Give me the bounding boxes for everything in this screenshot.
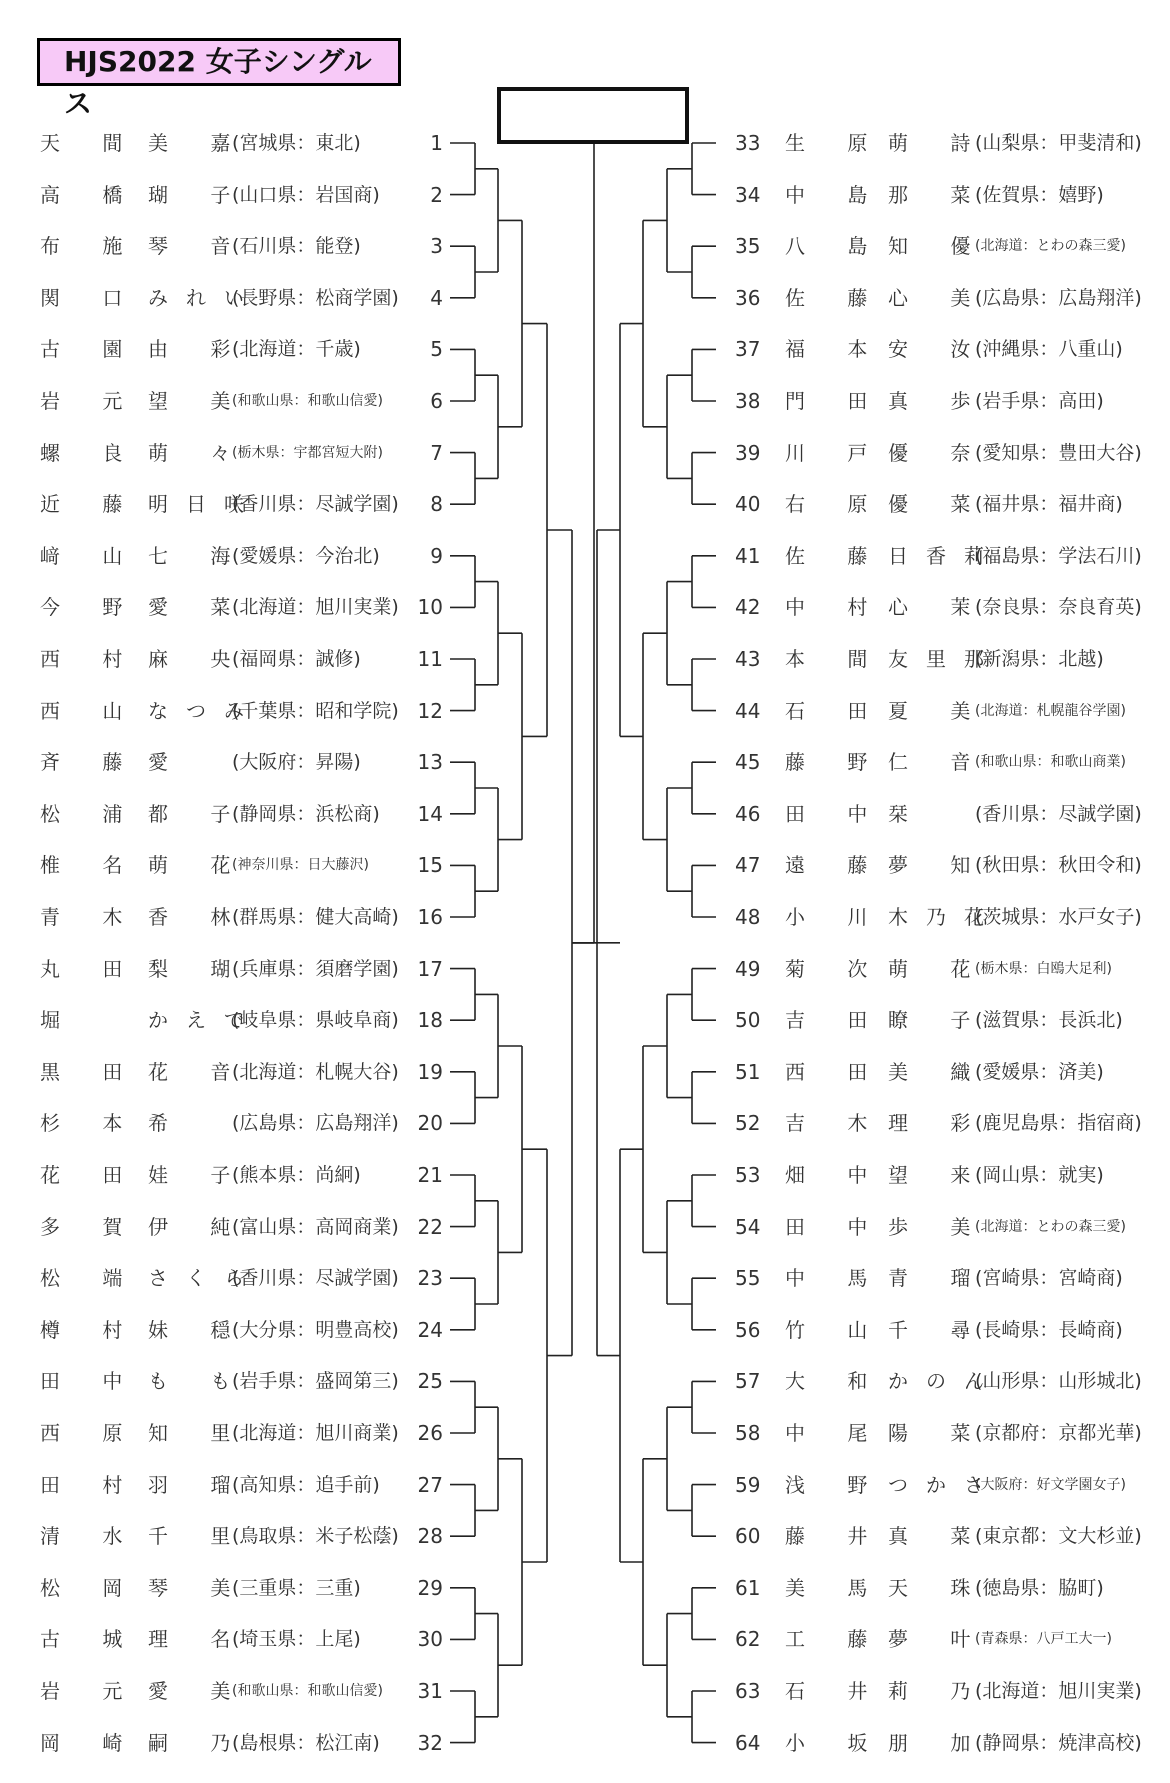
player-last-name: 田 中 bbox=[785, 1214, 886, 1239]
player-first-name: みれい bbox=[148, 285, 262, 310]
draw-number: 4 bbox=[430, 285, 443, 310]
player-school: (香川県：尽誠学園) bbox=[232, 493, 399, 516]
player-first-name: 美 嘉 bbox=[148, 131, 249, 155]
player-last-name: 多 賀 bbox=[40, 1214, 141, 1239]
player-school: (佐賀県：嬉野) bbox=[975, 183, 1104, 206]
player-last-name: 田 中 bbox=[40, 1369, 141, 1394]
draw-number: 34 bbox=[735, 182, 761, 207]
player-school: (長野県：松商学園) bbox=[232, 286, 399, 309]
player-first-name: 梨 瑚 bbox=[148, 956, 249, 981]
right-player-row bbox=[0, 1516, 1170, 1556]
draw-number: 8 bbox=[430, 492, 443, 517]
player-first-name: 真 菜 bbox=[888, 1524, 989, 1549]
right-player-row bbox=[0, 1568, 1170, 1608]
player-first-name: 香 林 bbox=[148, 905, 249, 929]
right-player-row bbox=[0, 226, 1170, 266]
right-player-row bbox=[0, 536, 1170, 576]
player-school: (石川県：能登) bbox=[232, 235, 361, 258]
draw-number: 5 bbox=[430, 337, 443, 362]
player-school: (大阪府：昇陽) bbox=[232, 751, 361, 774]
player-school: (茨城県：水戸女子) bbox=[975, 906, 1142, 928]
player-last-name: 竹 山 bbox=[785, 1317, 886, 1342]
draw-number: 6 bbox=[430, 389, 443, 413]
player-last-name: 松 浦 bbox=[40, 801, 141, 826]
player-school: (香川県：尽誠学園) bbox=[975, 802, 1142, 825]
right-player-row bbox=[0, 1671, 1170, 1711]
draw-number: 60 bbox=[735, 1524, 761, 1549]
right-player-row bbox=[0, 123, 1170, 163]
draw-number: 21 bbox=[417, 1163, 443, 1187]
player-school: (北海道：旭川実業) bbox=[232, 596, 399, 619]
draw-number: 53 bbox=[735, 1163, 761, 1187]
player-school: (愛媛県：今治北) bbox=[232, 544, 380, 567]
draw-number: 29 bbox=[417, 1575, 443, 1600]
player-first-name: 瑚 子 bbox=[148, 182, 249, 207]
player-first-name: 安 汝 bbox=[888, 337, 989, 362]
right-player-row bbox=[0, 845, 1170, 885]
player-first-name: 夢 知 bbox=[888, 853, 989, 878]
player-first-name: 知 里 bbox=[148, 1421, 249, 1445]
player-last-name: 八 島 bbox=[785, 234, 886, 259]
player-school: (愛知県：豊田大谷) bbox=[975, 441, 1142, 464]
player-first-name: 歩 美 bbox=[888, 1214, 989, 1239]
right-player-row bbox=[0, 1413, 1170, 1453]
draw-number: 63 bbox=[735, 1679, 761, 1703]
draw-number: 25 bbox=[417, 1369, 443, 1394]
draw-number: 40 bbox=[735, 492, 761, 517]
draw-number: 7 bbox=[430, 440, 443, 465]
player-last-name: 福 本 bbox=[785, 337, 886, 362]
player-first-name: 心 茉 bbox=[888, 595, 989, 620]
player-first-name: 日香莉 bbox=[888, 543, 1002, 568]
player-last-name: 花 田 bbox=[40, 1163, 141, 1187]
player-school: (沖縄県：八重山) bbox=[975, 338, 1123, 361]
player-last-name: 生 原 bbox=[785, 131, 886, 155]
player-first-name: 由 彩 bbox=[148, 337, 249, 362]
player-first-name: かのん bbox=[888, 1369, 1002, 1394]
player-first-name: も も bbox=[148, 1369, 249, 1394]
player-school: (北海道：札幌大谷) bbox=[232, 1060, 399, 1083]
player-school: (大分県：明豊高校) bbox=[232, 1318, 399, 1341]
draw-number: 48 bbox=[735, 905, 761, 929]
player-school: (神奈川県：日大藤沢) bbox=[232, 857, 369, 874]
right-player-row bbox=[0, 949, 1170, 989]
player-first-name: 青 瑠 bbox=[888, 1266, 989, 1291]
draw-number: 57 bbox=[735, 1369, 761, 1394]
right-player-row bbox=[0, 691, 1170, 731]
player-first-name: 花 音 bbox=[148, 1059, 249, 1084]
player-last-name: 畑 中 bbox=[785, 1163, 886, 1187]
player-first-name: 莉 乃 bbox=[888, 1679, 989, 1703]
player-last-name: 美 馬 bbox=[785, 1575, 886, 1600]
draw-number: 59 bbox=[735, 1472, 761, 1497]
tournament-title: HJS2022 女子シングルス bbox=[37, 38, 401, 86]
player-first-name: かえで bbox=[148, 1008, 262, 1033]
player-last-name: 今 野 bbox=[40, 595, 141, 620]
player-last-name: 西 村 bbox=[40, 647, 141, 671]
draw-number: 64 bbox=[735, 1730, 761, 1755]
player-last-name: 吉 木 bbox=[785, 1111, 886, 1136]
draw-number: 3 bbox=[430, 234, 443, 259]
player-school: (岩手県：高田) bbox=[975, 390, 1104, 412]
right-player-row bbox=[0, 175, 1170, 215]
player-school: (和歌山県：和歌山信愛) bbox=[232, 393, 383, 409]
player-school: (宮城県：東北) bbox=[232, 132, 361, 154]
player-last-name: 近 藤 bbox=[40, 492, 141, 517]
player-last-name: 川 戸 bbox=[785, 440, 886, 465]
draw-number: 41 bbox=[735, 543, 761, 568]
player-school: (徳島県：脇町) bbox=[975, 1576, 1104, 1599]
draw-number: 35 bbox=[735, 234, 761, 259]
right-player-row bbox=[0, 1103, 1170, 1143]
player-school: (和歌山県：和歌山信愛) bbox=[232, 1683, 383, 1699]
player-last-name: 関 口 bbox=[40, 285, 141, 310]
player-first-name: 千 里 bbox=[148, 1524, 249, 1549]
player-school: (山梨県：甲斐清和) bbox=[975, 132, 1142, 154]
draw-number: 44 bbox=[735, 698, 761, 723]
player-first-name: 知 優 bbox=[888, 234, 989, 259]
player-last-name: 青 木 bbox=[40, 905, 141, 929]
right-player-row bbox=[0, 897, 1170, 937]
player-last-name: 杉 本 bbox=[40, 1111, 141, 1136]
draw-number: 50 bbox=[735, 1008, 761, 1033]
player-first-name: 真 歩 bbox=[888, 389, 989, 413]
player-school: (島根県：松江南) bbox=[232, 1731, 380, 1754]
player-first-name: 美 織 bbox=[888, 1059, 989, 1084]
player-first-name: 夢 叶 bbox=[888, 1627, 989, 1652]
player-last-name: 黒 田 bbox=[40, 1059, 141, 1084]
player-first-name: 嗣 乃 bbox=[148, 1730, 249, 1755]
player-first-name: 麻 央 bbox=[148, 647, 249, 671]
player-last-name: 小 川 bbox=[785, 905, 886, 929]
player-last-name: 椎 名 bbox=[40, 853, 141, 878]
right-player-row bbox=[0, 742, 1170, 782]
player-school: (北海道：札幌龍谷学園) bbox=[975, 702, 1126, 719]
player-last-name: 石 井 bbox=[785, 1679, 886, 1703]
player-first-name: 妹 穏 bbox=[148, 1317, 249, 1342]
right-player-row bbox=[0, 1361, 1170, 1401]
draw-number: 11 bbox=[417, 647, 443, 671]
draw-number: 14 bbox=[417, 801, 443, 826]
player-last-name: 中 島 bbox=[785, 182, 886, 207]
player-school: (福岡県：誠修) bbox=[232, 648, 361, 670]
draw-number: 27 bbox=[417, 1472, 443, 1497]
player-last-name: 高 橋 bbox=[40, 182, 141, 207]
draw-number: 38 bbox=[735, 389, 761, 413]
player-school: (宮崎県：宮崎商) bbox=[975, 1267, 1123, 1290]
player-school: (奈良県：奈良育英) bbox=[975, 596, 1142, 619]
draw-number: 22 bbox=[417, 1214, 443, 1239]
player-school: (栃木県：宇都宮短大附) bbox=[232, 444, 383, 461]
player-school: (山口県：岩国商) bbox=[232, 183, 380, 206]
draw-number: 39 bbox=[735, 440, 761, 465]
draw-number: 16 bbox=[417, 905, 443, 929]
draw-number: 47 bbox=[735, 853, 761, 878]
player-first-name: 望 来 bbox=[888, 1163, 989, 1187]
draw-number: 28 bbox=[417, 1524, 443, 1549]
draw-number: 18 bbox=[417, 1008, 443, 1033]
draw-number: 20 bbox=[417, 1111, 443, 1136]
player-first-name: 明日咲 bbox=[148, 492, 262, 517]
player-first-name: 望 美 bbox=[148, 389, 249, 413]
player-last-name: 田 中 bbox=[785, 801, 886, 826]
player-school: (青森県：八戸工大一) bbox=[975, 1631, 1112, 1648]
player-first-name: 娃 子 bbox=[148, 1163, 249, 1187]
player-last-name: 樽 村 bbox=[40, 1317, 141, 1342]
player-first-name: 愛 美 bbox=[148, 1679, 249, 1703]
player-last-name: 吉 田 bbox=[785, 1008, 886, 1033]
player-last-name: 古 園 bbox=[40, 337, 141, 362]
player-last-name: 清 水 bbox=[40, 1524, 141, 1549]
draw-number: 30 bbox=[417, 1627, 443, 1652]
right-player-row bbox=[0, 1000, 1170, 1040]
draw-number: 56 bbox=[735, 1317, 761, 1342]
right-player-row bbox=[0, 1465, 1170, 1505]
right-player-row bbox=[0, 381, 1170, 421]
draw-number: 26 bbox=[417, 1421, 443, 1445]
player-last-name: 大 和 bbox=[785, 1369, 886, 1394]
player-first-name: 萌 々 bbox=[148, 440, 249, 465]
player-last-name: 松 端 bbox=[40, 1266, 141, 1291]
player-last-name: 佐 藤 bbox=[785, 543, 886, 568]
right-player-row bbox=[0, 1207, 1170, 1247]
player-school: (兵庫県：須磨学園) bbox=[232, 957, 399, 980]
player-first-name: 萌 詩 bbox=[888, 131, 989, 155]
player-school: (三重県：三重) bbox=[232, 1576, 361, 1599]
player-first-name: 那 菜 bbox=[888, 182, 989, 207]
player-first-name: 琴 音 bbox=[148, 234, 249, 259]
player-last-name: 石 田 bbox=[785, 698, 886, 723]
player-last-name: 浅 野 bbox=[785, 1472, 886, 1497]
player-school: (千葉県：昭和学院) bbox=[232, 699, 399, 722]
player-last-name: 佐 藤 bbox=[785, 285, 886, 310]
draw-number: 43 bbox=[735, 647, 761, 671]
right-player-row bbox=[0, 587, 1170, 627]
right-player-row bbox=[0, 794, 1170, 834]
player-last-name: 西 原 bbox=[40, 1421, 141, 1445]
player-last-name: 西 田 bbox=[785, 1059, 886, 1084]
draw-number: 42 bbox=[735, 595, 761, 620]
player-school: (大阪府：好文学園女子) bbox=[975, 1476, 1126, 1493]
player-first-name: 瞭 子 bbox=[888, 1008, 989, 1033]
player-school: (秋田県：秋田令和) bbox=[975, 854, 1142, 877]
player-last-name: 斉 藤 bbox=[40, 750, 141, 775]
player-school: (北海道：とわの森三愛) bbox=[975, 238, 1126, 255]
player-school: (岩手県：盛岡第三) bbox=[232, 1370, 399, 1393]
player-last-name: 﨑 山 bbox=[40, 543, 141, 568]
player-school: (岡山県：就実) bbox=[975, 1164, 1104, 1186]
player-last-name: 岡 崎 bbox=[40, 1730, 141, 1755]
player-school: (山形県：山形城北) bbox=[975, 1370, 1142, 1393]
player-school: (熊本県：尚絅) bbox=[232, 1164, 361, 1186]
player-school: (愛媛県：済美) bbox=[975, 1060, 1104, 1083]
player-last-name: 小 坂 bbox=[785, 1730, 886, 1755]
player-school: (滋賀県：長浜北) bbox=[975, 1009, 1123, 1032]
right-player-row bbox=[0, 1310, 1170, 1350]
player-first-name: 愛 bbox=[148, 750, 186, 775]
player-last-name: 菊 次 bbox=[785, 956, 886, 981]
right-player-row bbox=[0, 1258, 1170, 1298]
player-school: (和歌山県：和歌山商業) bbox=[975, 754, 1126, 771]
player-last-name: 右 原 bbox=[785, 492, 886, 517]
right-player-row bbox=[0, 278, 1170, 318]
draw-number: 58 bbox=[735, 1421, 761, 1445]
right-player-row bbox=[0, 1155, 1170, 1195]
player-last-name: 中 馬 bbox=[785, 1266, 886, 1291]
player-school: (香川県：尽誠学園) bbox=[232, 1267, 399, 1290]
player-school: (静岡県：焼津高校) bbox=[975, 1731, 1142, 1754]
player-first-name: 栞 bbox=[888, 801, 926, 826]
player-first-name: 愛 菜 bbox=[148, 595, 249, 620]
draw-number: 33 bbox=[735, 131, 761, 155]
player-first-name: 優 奈 bbox=[888, 440, 989, 465]
player-school: (群馬県：健大高崎) bbox=[232, 906, 399, 928]
player-first-name: 羽 瑠 bbox=[148, 1472, 249, 1497]
draw-number: 52 bbox=[735, 1111, 761, 1136]
player-last-name: 堀 bbox=[40, 1008, 78, 1033]
player-last-name: 布 施 bbox=[40, 234, 141, 259]
player-school: (岐阜県：県岐阜商) bbox=[232, 1009, 399, 1032]
player-school: (北海道：とわの森三愛) bbox=[975, 1218, 1126, 1235]
draw-number: 37 bbox=[735, 337, 761, 362]
player-last-name: 天 間 bbox=[40, 131, 141, 155]
player-last-name: 工 藤 bbox=[785, 1627, 886, 1652]
draw-number: 51 bbox=[735, 1059, 761, 1084]
player-first-name: 希 bbox=[148, 1111, 186, 1136]
player-first-name: つかさ bbox=[888, 1472, 1002, 1497]
player-school: (北海道：千歳) bbox=[232, 338, 361, 361]
draw-number: 19 bbox=[417, 1059, 443, 1084]
player-last-name: 中 尾 bbox=[785, 1421, 886, 1445]
right-player-row bbox=[0, 1723, 1170, 1763]
player-first-name: 心 美 bbox=[888, 285, 989, 310]
player-school: (東京都：文大杉並) bbox=[975, 1525, 1142, 1548]
player-first-name: なつみ bbox=[148, 698, 262, 723]
draw-number: 15 bbox=[417, 853, 443, 878]
right-player-row bbox=[0, 433, 1170, 473]
draw-number: 9 bbox=[430, 543, 443, 568]
player-first-name: 天 珠 bbox=[888, 1575, 989, 1600]
player-school: (北海道：旭川商業) bbox=[232, 1422, 399, 1444]
draw-number: 13 bbox=[417, 750, 443, 775]
player-last-name: 西 山 bbox=[40, 698, 141, 723]
draw-number: 2 bbox=[430, 182, 443, 207]
player-first-name: 七 海 bbox=[148, 543, 249, 568]
player-first-name: 理 名 bbox=[148, 1627, 249, 1652]
player-first-name: 都 子 bbox=[148, 801, 249, 826]
draw-number: 17 bbox=[417, 956, 443, 981]
player-first-name: さくら bbox=[148, 1266, 262, 1291]
player-last-name: 丸 田 bbox=[40, 956, 141, 981]
player-school: (広島県：広島翔洋) bbox=[975, 286, 1142, 309]
player-last-name: 岩 元 bbox=[40, 389, 141, 413]
player-school: (栃木県：白鴎大足利) bbox=[975, 960, 1112, 977]
player-school: (埼玉県：上尾) bbox=[232, 1628, 361, 1651]
player-last-name: 遠 藤 bbox=[785, 853, 886, 878]
right-player-row bbox=[0, 1052, 1170, 1092]
draw-number: 55 bbox=[735, 1266, 761, 1291]
player-last-name: 古 城 bbox=[40, 1627, 141, 1652]
player-school: (北海道：旭川実業) bbox=[975, 1680, 1142, 1702]
right-player-row bbox=[0, 329, 1170, 369]
player-last-name: 門 田 bbox=[785, 389, 886, 413]
player-first-name: 萌 花 bbox=[148, 853, 249, 878]
player-school: (長崎県：長崎商) bbox=[975, 1318, 1123, 1341]
right-player-row bbox=[0, 484, 1170, 524]
player-last-name: 松 岡 bbox=[40, 1575, 141, 1600]
player-school: (新潟県：北越) bbox=[975, 648, 1104, 670]
player-last-name: 藤 井 bbox=[785, 1524, 886, 1549]
draw-number: 46 bbox=[735, 801, 761, 826]
player-school: (福島県：学法石川) bbox=[975, 544, 1142, 567]
player-last-name: 螺 良 bbox=[40, 440, 141, 465]
player-first-name: 陽 菜 bbox=[888, 1421, 989, 1445]
draw-number: 1 bbox=[430, 131, 443, 155]
player-school: (高知県：追手前) bbox=[232, 1473, 380, 1496]
player-school: (京都府：京都光華) bbox=[975, 1422, 1142, 1444]
player-last-name: 中 村 bbox=[785, 595, 886, 620]
player-first-name: 仁 音 bbox=[888, 750, 989, 775]
player-first-name: 理 彩 bbox=[888, 1111, 989, 1136]
player-last-name: 岩 元 bbox=[40, 1679, 141, 1703]
player-first-name: 萌 花 bbox=[888, 956, 989, 981]
right-player-row bbox=[0, 639, 1170, 679]
player-first-name: 伊 純 bbox=[148, 1214, 249, 1239]
draw-number: 62 bbox=[735, 1627, 761, 1652]
draw-number: 36 bbox=[735, 285, 761, 310]
draw-number: 32 bbox=[417, 1730, 443, 1755]
player-first-name: 友里那 bbox=[888, 647, 1002, 671]
draw-number: 31 bbox=[417, 1679, 443, 1703]
draw-number: 23 bbox=[417, 1266, 443, 1291]
player-first-name: 夏 美 bbox=[888, 698, 989, 723]
player-first-name: 千 尋 bbox=[888, 1317, 989, 1342]
player-first-name: 琴 美 bbox=[148, 1575, 249, 1600]
draw-number: 45 bbox=[735, 750, 761, 775]
draw-number: 49 bbox=[735, 956, 761, 981]
player-school: (静岡県：浜松商) bbox=[232, 802, 380, 825]
player-first-name: 木乃花 bbox=[888, 905, 1002, 929]
player-school: (広島県：広島翔洋) bbox=[232, 1112, 399, 1135]
player-school: (鹿児島県：指宿商) bbox=[975, 1112, 1142, 1135]
player-first-name: 優 菜 bbox=[888, 492, 989, 517]
draw-number: 61 bbox=[735, 1575, 761, 1600]
draw-number: 10 bbox=[417, 595, 443, 620]
player-first-name: 朋 加 bbox=[888, 1730, 989, 1755]
player-school: (富山県：高岡商業) bbox=[232, 1215, 399, 1238]
right-player-row bbox=[0, 1619, 1170, 1659]
player-last-name: 本 間 bbox=[785, 647, 886, 671]
draw-number: 24 bbox=[417, 1317, 443, 1342]
player-last-name: 藤 野 bbox=[785, 750, 886, 775]
draw-number: 12 bbox=[417, 698, 443, 723]
draw-number: 54 bbox=[735, 1214, 761, 1239]
player-last-name: 田 村 bbox=[40, 1472, 141, 1497]
player-school: (福井県：福井商) bbox=[975, 493, 1123, 516]
player-school: (鳥取県：米子松蔭) bbox=[232, 1525, 399, 1548]
